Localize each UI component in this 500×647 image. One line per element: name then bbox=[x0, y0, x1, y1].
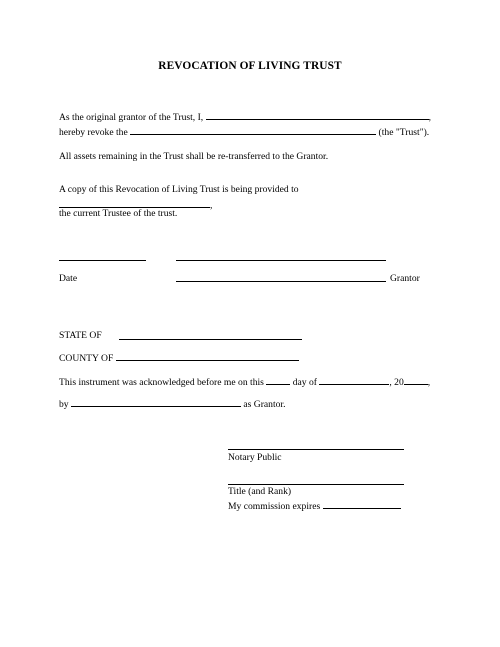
grantor-intro-text: As the original grantor of the Trust, I, bbox=[59, 112, 204, 123]
notary-public-label: Notary Public bbox=[228, 452, 282, 463]
trust-name-field[interactable] bbox=[130, 125, 376, 135]
notary-signature-line[interactable] bbox=[228, 449, 404, 450]
trustee-name-field[interactable] bbox=[59, 198, 210, 208]
acknowledgment-line bbox=[59, 375, 430, 388]
title-rank-line[interactable] bbox=[228, 484, 404, 485]
grantor-line bbox=[59, 110, 431, 123]
as-grantor-text: as Grantor. bbox=[243, 399, 286, 410]
commission-date-field[interactable] bbox=[323, 499, 401, 509]
trustee-comma: , bbox=[210, 200, 213, 211]
assets-statement: All assets remaining in the Trust shall be re-transferred to the Grantor. bbox=[59, 151, 329, 162]
grantor-signature-line-top[interactable] bbox=[176, 260, 386, 261]
the-trust-text: (the "Trust"). bbox=[378, 127, 430, 138]
document-title: REVOCATION OF LIVING TRUST bbox=[158, 60, 342, 72]
title-rank-label: Title (and Rank) bbox=[228, 486, 292, 497]
grantor-label: Grantor bbox=[390, 273, 420, 284]
commission-line bbox=[228, 499, 401, 512]
ack-year-field[interactable] bbox=[404, 375, 428, 385]
ack-end-comma: , bbox=[427, 377, 431, 388]
date-signature-line[interactable] bbox=[59, 260, 146, 261]
revoke-text: hereby revoke the bbox=[59, 127, 128, 138]
by-name-field[interactable] bbox=[71, 397, 241, 407]
ack-day-field[interactable] bbox=[266, 375, 290, 385]
grantor-line-comma: , bbox=[428, 112, 431, 123]
copy-provided-text: A copy of this Revocation of Living Trust is being provided to bbox=[59, 184, 299, 195]
current-trustee-text: the current Trustee of the trust. bbox=[59, 208, 178, 219]
state-label: STATE OF bbox=[59, 330, 102, 341]
ack-day-of-text: day of bbox=[292, 377, 317, 388]
grantor-name-field[interactable] bbox=[206, 110, 429, 120]
county-field[interactable] bbox=[116, 351, 299, 361]
state-field[interactable] bbox=[119, 339, 302, 340]
ack-prefix-text: This instrument was acknowledged before me on this bbox=[59, 377, 264, 388]
county-line bbox=[59, 351, 299, 364]
revoke-line bbox=[59, 125, 429, 138]
commission-label: My commission expires bbox=[228, 501, 321, 512]
grantor-signature-line[interactable] bbox=[176, 281, 386, 282]
by-label: by bbox=[59, 399, 69, 410]
date-label: Date bbox=[59, 273, 78, 284]
ack-month-field[interactable] bbox=[319, 375, 389, 385]
by-line bbox=[59, 397, 286, 410]
ack-year-text: , 20 bbox=[389, 377, 404, 388]
county-label: COUNTY OF bbox=[59, 353, 114, 364]
